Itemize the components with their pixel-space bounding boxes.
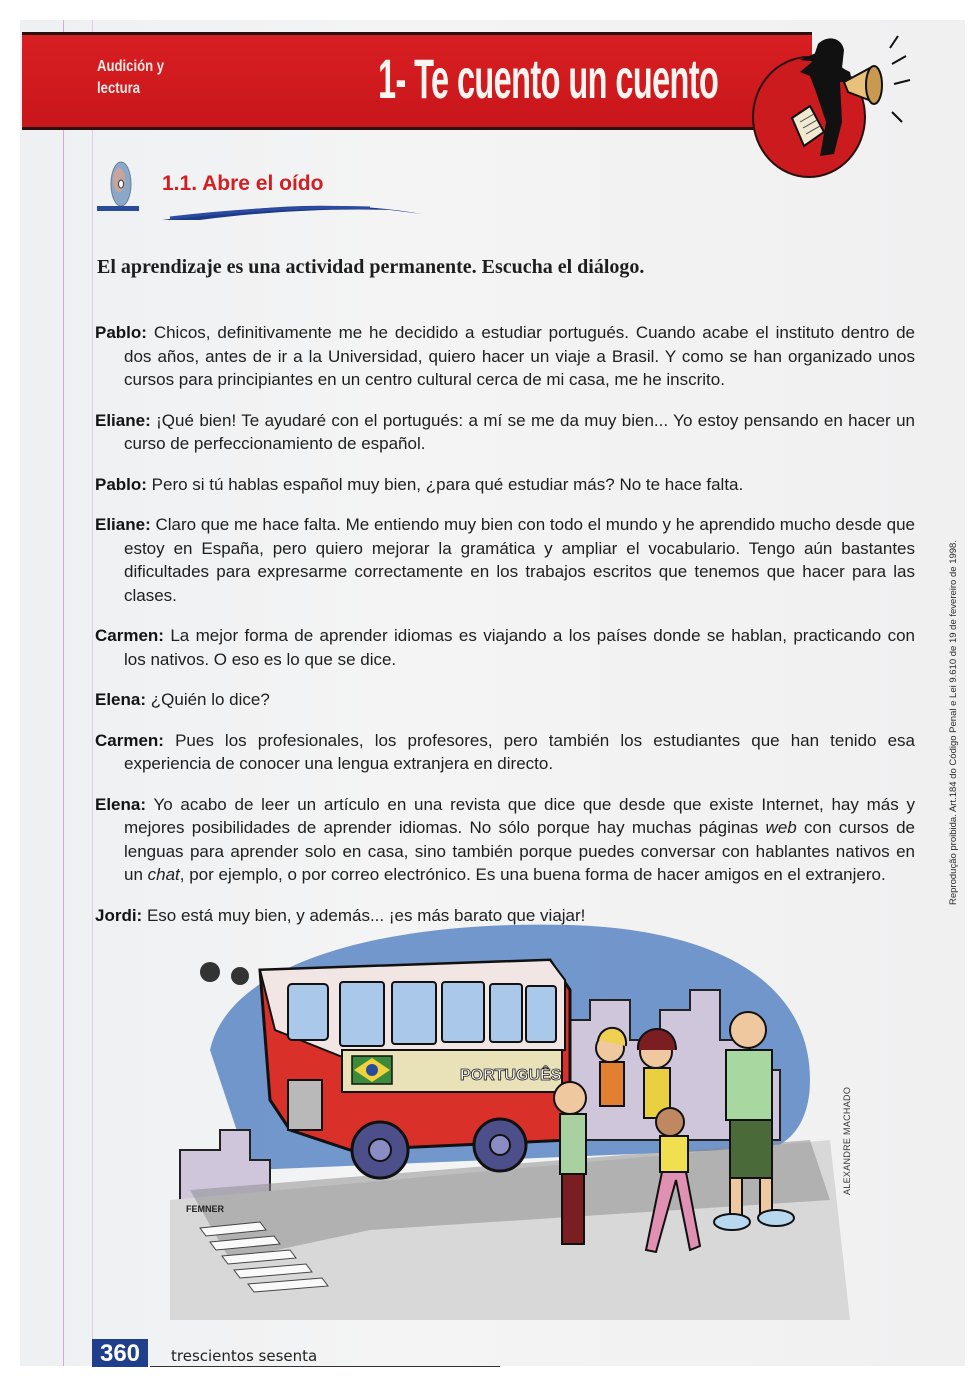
dialogue [95,304,915,932]
svg-text:PORTUGUÊS: PORTUGUÊS [460,1067,562,1084]
dialogue-turn [95,409,915,456]
page-number-words: trescientos sesenta [171,1347,318,1365]
margin-line [92,20,93,1366]
artist-credit: ALEXANDRE MACHADO [842,1086,852,1195]
speaker-name: Carmen: [95,626,164,645]
copyright-notice: Reprodução proibida. Art.184 do Código Penal e Lei 9.610 de 19 de fevereiro de 1998. [948,540,959,905]
chapter-title: 1- Te cuento un cuento [378,47,719,110]
cd-icon [97,160,139,212]
dialogue-text: Chicos, definitivamente me he decidido a estudiar portugués. Cuando acabe el instituto dentro de dos años, antes de ir a la Universidad, quiero hacer un viaje a Brasil. Y como se han organizado unos cursos para principiantes en un centro cultural cerca de mi casa, me he inscrito. [124,323,915,389]
dialogue-text-italic: chat [147,865,180,884]
dialogue-text: con cursos de lenguas para aprender solo en casa, sino también porque puedes conversar con hablantes nativos en un [124,818,915,884]
section-label-line1: Audición y [97,58,165,75]
illustrator-signature: FEMNER [186,1204,224,1214]
dialogue-turn [95,624,915,671]
dialogue-turn [95,321,915,392]
megaphone-mascot-icon [770,22,920,172]
section-label [97,56,164,100]
dialogue-text: Claro que me hace falta. Me entiendo muy bien con todo el mundo y he aprendido mucho desde que estoy en España, pero quiero mejorar la gramática y ampliar el vocabulario. Tengo aún bastantes dificultades para expresarme correctamente en los trabajos escritos que tenemos que hacer para las clases. [124,515,915,605]
speaker-name: Elena: [95,794,147,814]
dialogue-text: ¿Quién lo dice? [146,690,270,709]
dialogue-text: Yo acabo de leer un artículo en una revista que dice que desde que existe Internet, hay más y mejores posibilidades de aprender idiomas. No sólo porque hay muchas páginas [124,794,915,837]
margin-line [63,20,64,1366]
speaker-name: Jordi: [95,905,143,925]
speaker-name: Eliane: [95,410,151,430]
dialogue-text: , por ejemplo, o por correo electrónico. Es una buena forma de hacer amigos en el extranjero. [179,865,886,884]
dialogue-turn [95,688,915,712]
dialogue-turn [95,729,915,776]
intro-instruction: El aprendizaje es una actividad permanente. Escucha el diálogo. [97,256,645,278]
speaker-name: Pablo: [95,474,147,494]
speaker-name: Elena: [95,690,147,709]
dialogue-text: Pues los profesionales, los profesores, pero también los estudiantes que han tenido esa experiencia de conocer una lengua extranjera en directo. [124,730,915,773]
page-number: 360 [92,1339,148,1367]
subsection-title: 1.1. Abre el oído [162,172,324,195]
dialogue-turn [95,793,915,887]
dialogue-text: ¡Qué bien! Te ayudaré con el portugués: a mí se me da muy bien... Yo estoy pensando en hacer un curso de perfeccionamiento de español. [124,410,915,453]
bus-students-illustration [170,900,850,1320]
dialogue-text: Eso está muy bien, y además... ¡es más barato que viajar! [142,905,586,925]
footer-rule [150,1366,500,1367]
dialogue-turn [95,473,915,497]
dialogue-text-italic: web [765,818,797,837]
section-label-line2: lectura [97,80,141,97]
dialogue-turn [95,513,915,607]
speaker-name: Pablo: [95,323,147,342]
brush-stroke-underline [160,198,425,224]
dialogue-text: Pero si tú hablas español muy bien, ¿para qué estudiar más? No te hace falta. [146,474,744,494]
dialogue-text: La mejor forma de aprender idiomas es viajando a los países donde se hablan, practicando con los nativos. O eso es lo que se dice. [124,626,915,669]
speaker-name: Eliane: [95,515,151,534]
speaker-name: Carmen: [95,730,164,750]
